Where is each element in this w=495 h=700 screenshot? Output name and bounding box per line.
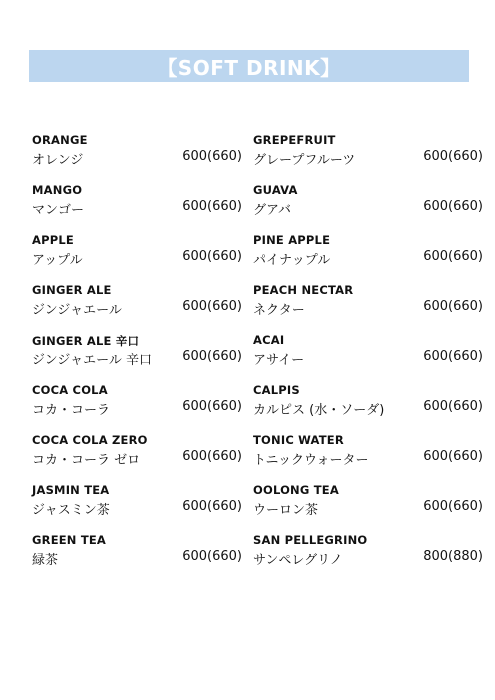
item-price: 600(660) [182,249,242,264]
item-price: 600(660) [182,499,242,514]
item-name-ja: 緑茶 [32,553,59,568]
menu-item [32,183,242,223]
item-price: 600(660) [423,249,483,264]
item-price: 600(660) [423,149,483,164]
item-name-en: GINGER ALE [32,283,112,297]
item-name-en: APPLE [32,233,74,247]
item-name-en: ORANGE [32,133,88,147]
menu-item [32,233,242,273]
item-name-en: CALPIS [253,383,300,397]
menu-item [253,383,483,423]
item-name-en: ACAI [253,333,285,347]
item-name-ja: ジンジャエール 辛口 [32,353,152,368]
item-price: 600(660) [423,349,483,364]
menu-item [32,383,242,423]
item-price: 600(660) [182,399,242,414]
item-price: 600(660) [423,449,483,464]
menu-item [253,133,483,173]
item-name-en: SAN PELLEGRINO [253,533,368,547]
item-name-ja: アサイー [253,353,305,368]
item-name-ja: マンゴー [32,203,85,218]
menu-item [32,283,242,323]
item-name-en: PINE APPLE [253,233,331,247]
item-name-ja: アップル [32,253,83,268]
item-price: 600(660) [423,199,483,214]
menu-item [32,433,242,473]
item-price: 600(660) [182,199,242,214]
menu-item [253,333,483,373]
item-price: 600(660) [182,549,242,564]
item-name-en: GREPEFRUIT [253,133,336,147]
item-name-ja: パイナップル [253,253,331,268]
menu-item [253,183,483,223]
item-name-en: GUAVA [253,183,298,197]
menu-item [253,533,483,573]
item-name-ja: カルピス (水・ソーダ) [253,403,385,418]
banner-title: 【SOFT DRINK】 [157,55,341,80]
item-name-ja: ジンジャエール [32,303,122,318]
item-name-en: JASMIN TEA [32,483,110,497]
item-price: 600(660) [423,499,483,514]
item-price: 600(660) [423,399,483,414]
item-name-en: GREEN TEA [32,533,107,547]
menu-item [32,133,242,173]
menu-banner [29,50,469,82]
item-name-en: MANGO [32,183,83,197]
item-name-en: GINGER ALE 辛口 [32,334,140,348]
item-name-ja: ネクター [253,303,305,318]
item-price: 600(660) [423,299,483,314]
item-name-en: OOLONG TEA [253,483,339,497]
menu-item [32,483,242,523]
item-name-ja: グアバ [253,203,291,218]
item-price: 600(660) [182,299,242,314]
menu-item [32,533,242,573]
menu-item [253,433,483,473]
menu-item [32,333,242,373]
item-price: 600(660) [182,449,242,464]
item-name-en: COCA COLA [32,383,108,397]
item-price: 600(660) [182,149,242,164]
item-price: 800(880) [423,549,483,564]
item-name-ja: トニックウォーター [253,453,369,468]
item-name-en: COCA COLA ZERO [32,433,148,447]
item-name-ja: オレンジ [32,153,84,168]
item-name-ja: グレープフルーツ [253,153,356,168]
menu-item [253,483,483,523]
item-name-ja: コカ・コーラ ゼロ [32,453,141,468]
menu-item [253,283,483,323]
item-name-ja: ジャスミン茶 [32,503,110,518]
item-name-ja: ウーロン茶 [253,503,319,518]
item-price: 600(660) [182,349,242,364]
item-name-ja: コカ・コーラ [32,403,111,418]
item-name-ja: サンペレグリノ [253,553,343,568]
item-name-en: PEACH NECTAR [253,283,354,297]
menu-item [253,233,483,273]
item-name-en: TONIC WATER [253,433,344,447]
